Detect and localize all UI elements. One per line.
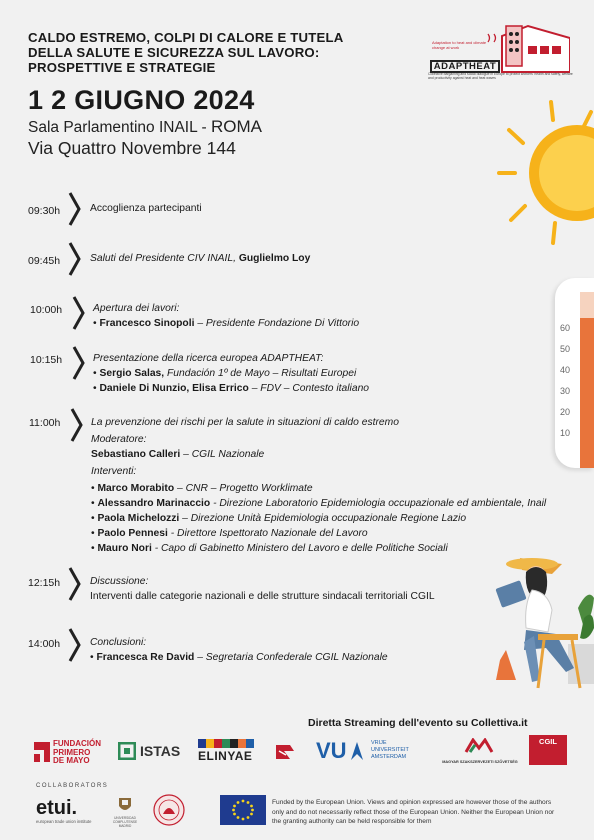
collaborators-label: COLLABORATORS [36, 783, 109, 789]
vu-sub: UNIVERSITEIT [371, 747, 409, 753]
cgil-text: CGIL [539, 737, 557, 746]
title-line: PROSPETTIVE E STRATEGIE [28, 60, 216, 75]
complutense-crest-icon [117, 796, 133, 814]
logo-cgil [529, 735, 567, 765]
agenda-line [91, 481, 561, 496]
agenda-text: Accoglienza partecipanti [90, 203, 202, 214]
elinyae-stripes-icon [198, 739, 254, 748]
elinyae-text: ELINYAE [198, 749, 253, 763]
chevron-right-icon [68, 241, 82, 277]
agenda-speaker: Paola Michelozzi [97, 513, 180, 524]
vu-griffin-icon [349, 740, 365, 762]
thermometer-tick: 20 [560, 407, 571, 417]
agenda-line [90, 650, 560, 665]
agenda-line [91, 447, 561, 462]
magyar-text: MAGYAR SZAKSZERVEZETI SZÖVETSÉG [442, 760, 518, 764]
agenda-content [90, 201, 560, 216]
agenda-time: 09:45h [28, 255, 61, 267]
agenda-role: – Segretaria Confederale CGIL Nazionale [194, 652, 388, 663]
chevron-right-icon [68, 627, 82, 663]
agenda-role: Fundación 1º de Mayo – Risultati Europei [167, 368, 357, 379]
agenda-line [91, 415, 561, 430]
agenda-role: – Direzione Unità Epidemiologia occupazionale Regione Lazio [179, 513, 467, 524]
title-line: CALDO ESTREMO, COLPI DI CALORE E TUTELA [28, 30, 344, 45]
agenda-speaker: Mauro Nori [97, 543, 152, 554]
complutense-text: UNIVERSIDAD COMPLUTENSE MADRID [112, 816, 138, 828]
eu-disclaimer: Funded by the European Union. Views and opinion expressed are however those of the authors only and do not necessarily reflect those of the European Union. Neither the European Union nor the granting authority can be held responsible for them [272, 799, 555, 825]
agenda-line [91, 541, 561, 556]
venue-name: Sala Parlamentino INAIL - [28, 119, 211, 136]
agenda-line [90, 589, 560, 604]
agenda-speaker: Paolo Pennesi [97, 528, 168, 539]
vu-text: VU [316, 738, 347, 763]
fundacion-mark-icon [34, 742, 50, 762]
thermometer-tick: 30 [560, 386, 571, 396]
agenda-line [93, 366, 563, 381]
agenda-speaker: Francesca Re David [96, 652, 195, 663]
chevron-right-icon [70, 407, 84, 443]
agenda-line [91, 464, 561, 479]
venue-city: ROMA [210, 117, 262, 136]
agenda-line [90, 635, 560, 650]
sun-illustration [495, 98, 594, 248]
logo-etui: etui. [36, 797, 78, 819]
magyar-mark-icon [464, 738, 494, 754]
vu-sub: VRIJE [371, 740, 387, 746]
partner-wave-logo [274, 741, 296, 763]
agenda-content [91, 415, 561, 556]
fundacion-line: DE MAYO [53, 756, 90, 765]
thermometer-tick: 60 [560, 323, 571, 333]
chevron-right-icon [68, 191, 82, 227]
agenda-line [93, 301, 563, 316]
agenda-speaker: Guglielmo Loy [238, 253, 311, 264]
event-venue [28, 117, 262, 137]
agenda-content [90, 635, 560, 665]
agenda-role: - Direttore Ispettorato Nazionale del Lavoro [167, 528, 368, 539]
thermometer-tick: 10 [560, 428, 571, 438]
logo-wordmark: ADAPTHEAT [430, 60, 500, 73]
thermometer-mercury [580, 318, 594, 468]
agenda-line [91, 496, 561, 511]
agenda-line [91, 511, 561, 526]
agenda-line [90, 251, 560, 266]
agenda-text: La prevenzione dei rischi per la salute in situazioni di caldo estremo [91, 417, 399, 428]
worker-illustration [480, 548, 594, 700]
university-seal-logo [152, 793, 186, 827]
chevron-right-icon [72, 295, 86, 331]
agenda-text: Conclusioni: [90, 637, 147, 648]
agenda-line [93, 351, 563, 366]
logo-tagline: Adaptation to heat and climate change at work [432, 40, 487, 50]
istas-mark-icon [118, 742, 136, 760]
agenda-role: - Direzione Laboratorio Epidemiologia occupazionale ed ambientale, Inail [210, 498, 547, 509]
agenda-time: 10:00h [30, 304, 63, 316]
logo-subtitle: Collective bargaining and social dialogue in Europe to protect workers' health and safety, welfare and productivity against heat and heat waves [428, 72, 573, 81]
fundacion-line: PRIMERO [53, 747, 91, 757]
agenda-content [93, 351, 563, 396]
agenda-speaker: Alessandro Marinaccio [97, 498, 211, 509]
agenda-time: 09:30h [28, 205, 61, 217]
agenda-text: Saluti del Presidente CIV INAIL, [90, 253, 239, 264]
agenda-text: Moderatore: [91, 434, 147, 445]
streaming-link[interactable]: Diretta Streaming dell'evento su Collettiva.it [308, 717, 528, 729]
vu-sub: AMSTERDAM [371, 754, 407, 760]
istas-text: ISTAS [140, 743, 181, 759]
thermometer-tick: 40 [560, 365, 571, 375]
agenda-line [90, 574, 560, 589]
agenda-role: – CGIL Nazionale [180, 449, 265, 460]
agenda-line [91, 432, 561, 447]
chevron-right-icon [68, 566, 82, 602]
agenda-role: – Presidente Fondazione Di Vittorio [194, 318, 360, 329]
agenda-text: Interventi dalle categorie nazionali e delle strutture sindacali territoriali CGIL [90, 591, 435, 602]
agenda-speaker: Sergio Salas, [99, 368, 168, 379]
agenda-line [91, 526, 561, 541]
agenda-content [90, 251, 560, 266]
agenda-speaker: Francesco Sinopoli [99, 318, 195, 329]
agenda-line [93, 316, 563, 331]
title-line: DELLA SALUTE E SICUREZZA SUL LAVORO: [28, 45, 320, 60]
event-title [28, 30, 418, 75]
agenda-content [93, 301, 563, 331]
agenda-line [90, 201, 560, 216]
agenda-role: – CNR – Progetto Worklimate [174, 483, 313, 494]
agenda-role: - Capo di Gabinetto Ministero del Lavoro e delle Politiche Sociali [151, 543, 448, 554]
thermometer-tick: 50 [560, 344, 571, 354]
agenda-time: 10:15h [30, 354, 63, 366]
chevron-right-icon [72, 345, 86, 381]
agenda-time: 14:00h [28, 638, 61, 650]
eu-flag-icon [220, 795, 266, 825]
etui-subtitle: european trade union institute [36, 819, 92, 824]
agenda-text: Interventi: [91, 466, 137, 477]
agenda-line [93, 381, 563, 396]
agenda-text: Presentazione della ricerca europea ADAPTHEAT: [93, 353, 324, 364]
agenda-speaker: Marco Morabito [97, 483, 175, 494]
fundacion-line: FUNDACIÓN [53, 739, 101, 748]
agenda-text: Discussione: [90, 576, 149, 587]
agenda-role: – FDV – Contesto italiano [248, 383, 370, 394]
event-address: Via Quattro Novembre 144 [28, 138, 236, 158]
agenda-content [90, 574, 560, 604]
agenda-speaker: Daniele Di Nunzio, Elisa Errico [99, 383, 249, 394]
agenda-time: 11:00h [29, 417, 61, 429]
agenda-time: 12:15h [28, 577, 61, 589]
agenda-text: Apertura dei lavori: [93, 303, 180, 314]
agenda-speaker: Sebastiano Calleri [91, 449, 181, 460]
event-date: 1 2 GIUGNO 2024 [28, 85, 255, 115]
